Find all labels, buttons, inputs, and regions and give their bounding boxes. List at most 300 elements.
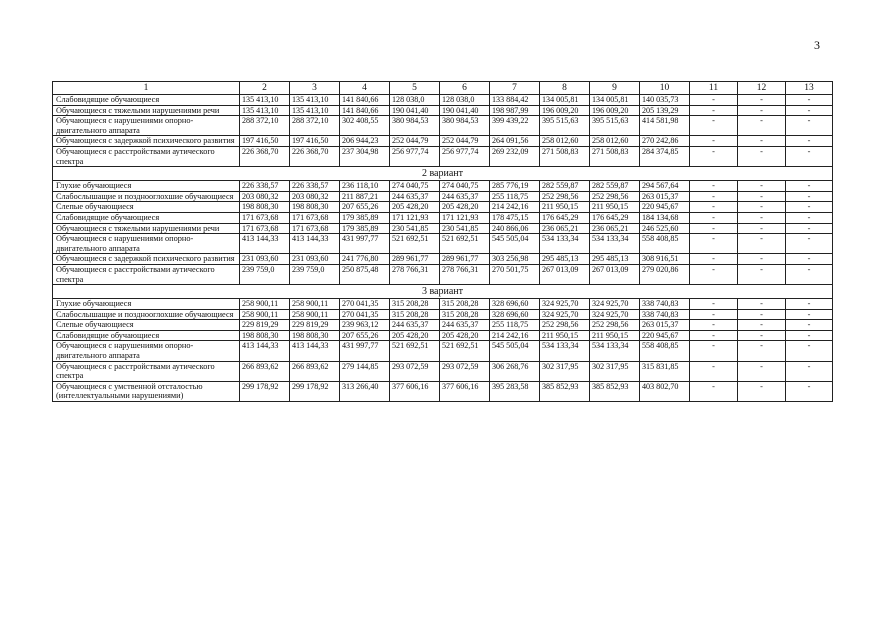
empty-value-cell: -	[690, 105, 738, 116]
table-row	[53, 136, 833, 147]
value-cell: 303 256,98	[490, 254, 540, 265]
table-row	[53, 202, 833, 213]
value-cell: 244 635,37	[390, 320, 440, 331]
value-cell: 133 884,42	[490, 95, 540, 106]
value-cell: 207 655,26	[340, 202, 390, 213]
value-cell: 141 840,66	[340, 95, 390, 106]
value-cell: 534 133,34	[540, 234, 590, 254]
value-cell: 239 759,0	[290, 264, 340, 284]
value-cell: 171 121,93	[440, 212, 490, 223]
table-row	[53, 191, 833, 202]
row-category-name: Слепые обучающиеся	[53, 202, 240, 213]
value-cell: 205 139,29	[640, 105, 690, 116]
value-cell: 377 606,16	[390, 381, 440, 401]
table-row	[53, 320, 833, 331]
value-cell: 230 541,85	[390, 223, 440, 234]
value-cell: 431 997,77	[340, 234, 390, 254]
value-cell: 176 645,29	[590, 212, 640, 223]
value-cell: 236 065,21	[590, 223, 640, 234]
value-cell: 203 080,32	[240, 191, 290, 202]
table-row	[53, 309, 833, 320]
value-cell: 521 692,51	[440, 234, 490, 254]
empty-value-cell: -	[738, 330, 786, 341]
value-cell: 226 338,57	[290, 181, 340, 192]
empty-value-cell: -	[690, 299, 738, 310]
value-cell: 264 091,56	[490, 136, 540, 147]
value-cell: 141 840,66	[340, 105, 390, 116]
value-cell: 171 673,68	[240, 223, 290, 234]
empty-value-cell: -	[786, 146, 833, 166]
row-category-name: Обучающиеся с нарушениями опорно-двигательного аппарата	[53, 341, 240, 361]
row-category-name: Слабослышащие и позднооглохшие обучающиеся	[53, 309, 240, 320]
value-cell: 246 525,60	[640, 223, 690, 234]
value-cell: 198 808,30	[290, 202, 340, 213]
empty-value-cell: -	[786, 202, 833, 213]
value-cell: 413 144,33	[290, 234, 340, 254]
empty-value-cell: -	[738, 234, 786, 254]
value-cell: 229 819,29	[290, 320, 340, 331]
row-category-name: Слабовидящие обучающиеся	[53, 212, 240, 223]
value-cell: 315 208,28	[390, 299, 440, 310]
value-cell: 134 005,81	[540, 95, 590, 106]
empty-value-cell: -	[690, 146, 738, 166]
table-row	[53, 254, 833, 265]
value-cell: 299 178,92	[290, 381, 340, 401]
value-cell: 521 692,51	[440, 341, 490, 361]
empty-value-cell: -	[786, 341, 833, 361]
value-cell: 211 950,15	[540, 202, 590, 213]
empty-value-cell: -	[738, 136, 786, 147]
value-cell: 315 208,28	[440, 299, 490, 310]
value-cell: 270 501,75	[490, 264, 540, 284]
value-cell: 385 852,93	[590, 381, 640, 401]
empty-value-cell: -	[690, 181, 738, 192]
value-cell: 299 178,92	[240, 381, 290, 401]
empty-value-cell: -	[786, 309, 833, 320]
value-cell: 220 945,67	[640, 330, 690, 341]
value-cell: 338 740,83	[640, 299, 690, 310]
empty-value-cell: -	[738, 264, 786, 284]
value-cell: 395 515,63	[540, 116, 590, 136]
empty-value-cell: -	[786, 264, 833, 284]
header-cell: 2	[240, 82, 290, 95]
empty-value-cell: -	[786, 234, 833, 254]
value-cell: 128 038,0	[440, 95, 490, 106]
row-category-name: Обучающиеся с расстройствами аутического спектра	[53, 146, 240, 166]
value-cell: 324 925,70	[540, 299, 590, 310]
value-cell: 263 015,37	[640, 320, 690, 331]
value-cell: 198 808,30	[240, 330, 290, 341]
empty-value-cell: -	[786, 381, 833, 401]
value-cell: 258 900,11	[240, 309, 290, 320]
value-cell: 179 385,89	[340, 212, 390, 223]
empty-value-cell: -	[690, 381, 738, 401]
value-cell: 203 080,32	[290, 191, 340, 202]
value-cell: 403 802,70	[640, 381, 690, 401]
value-cell: 258 012,60	[540, 136, 590, 147]
value-cell: 271 508,83	[540, 146, 590, 166]
value-cell: 256 977,74	[390, 146, 440, 166]
row-category-name: Слепые обучающиеся	[53, 320, 240, 331]
header-cell: 5	[390, 82, 440, 95]
empty-value-cell: -	[786, 105, 833, 116]
empty-value-cell: -	[738, 309, 786, 320]
empty-value-cell: -	[738, 146, 786, 166]
row-category-name: Слабовидящие обучающиеся	[53, 95, 240, 106]
value-cell: 231 093,60	[290, 254, 340, 265]
value-cell: 236 118,10	[340, 181, 390, 192]
value-cell: 198 808,30	[290, 330, 340, 341]
header-cell: 8	[540, 82, 590, 95]
value-cell: 269 232,09	[490, 146, 540, 166]
value-cell: 240 866,06	[490, 223, 540, 234]
header-cell: 3	[290, 82, 340, 95]
value-cell: 313 266,40	[340, 381, 390, 401]
value-cell: 324 925,70	[540, 309, 590, 320]
value-cell: 534 133,34	[590, 341, 640, 361]
value-cell: 282 559,87	[590, 181, 640, 192]
value-cell: 229 819,29	[240, 320, 290, 331]
empty-value-cell: -	[738, 105, 786, 116]
value-cell: 135 413,10	[290, 105, 340, 116]
empty-value-cell: -	[738, 299, 786, 310]
value-cell: 328 696,60	[490, 309, 540, 320]
value-cell: 244 635,37	[390, 191, 440, 202]
table-row	[53, 105, 833, 116]
value-cell: 306 268,76	[490, 361, 540, 381]
header-cell: 13	[786, 82, 833, 95]
value-cell: 252 298,56	[590, 191, 640, 202]
header-row	[53, 82, 833, 95]
empty-value-cell: -	[786, 116, 833, 136]
value-cell: 558 408,85	[640, 234, 690, 254]
header-cell: 12	[738, 82, 786, 95]
value-cell: 230 541,85	[440, 223, 490, 234]
value-cell: 255 118,75	[490, 320, 540, 331]
empty-value-cell: -	[738, 212, 786, 223]
value-cell: 135 413,10	[290, 95, 340, 106]
value-cell: 140 035,73	[640, 95, 690, 106]
value-cell: 206 944,23	[340, 136, 390, 147]
value-cell: 244 635,37	[440, 320, 490, 331]
value-cell: 282 559,87	[540, 181, 590, 192]
value-cell: 279 020,86	[640, 264, 690, 284]
value-cell: 267 013,09	[540, 264, 590, 284]
empty-value-cell: -	[690, 202, 738, 213]
value-cell: 241 776,80	[340, 254, 390, 265]
empty-value-cell: -	[786, 223, 833, 234]
row-category-name: Обучающиеся с тяжелыми нарушениями речи	[53, 223, 240, 234]
value-cell: 179 385,89	[340, 223, 390, 234]
table-row	[53, 234, 833, 254]
value-cell: 271 508,83	[590, 146, 640, 166]
empty-value-cell: -	[786, 254, 833, 265]
value-cell: 220 945,67	[640, 202, 690, 213]
value-cell: 380 984,53	[390, 116, 440, 136]
value-cell: 395 283,58	[490, 381, 540, 401]
empty-value-cell: -	[690, 95, 738, 106]
empty-value-cell: -	[690, 330, 738, 341]
value-cell: 226 368,70	[290, 146, 340, 166]
row-category-name: Слабовидящие обучающиеся	[53, 330, 240, 341]
value-cell: 414 581,98	[640, 116, 690, 136]
value-cell: 558 408,85	[640, 341, 690, 361]
table-row	[53, 361, 833, 381]
header-cell: 4	[340, 82, 390, 95]
table-row	[53, 223, 833, 234]
empty-value-cell: -	[786, 361, 833, 381]
value-cell: 338 740,83	[640, 309, 690, 320]
empty-value-cell: -	[690, 191, 738, 202]
empty-value-cell: -	[738, 191, 786, 202]
empty-value-cell: -	[690, 116, 738, 136]
header-cell: 11	[690, 82, 738, 95]
value-cell: 266 893,62	[290, 361, 340, 381]
table-row	[53, 264, 833, 284]
value-cell: 521 692,51	[390, 234, 440, 254]
value-cell: 266 893,62	[240, 361, 290, 381]
value-cell: 258 900,11	[290, 299, 340, 310]
variant-heading: 3 вариант	[53, 285, 833, 299]
empty-value-cell: -	[738, 223, 786, 234]
value-cell: 184 134,68	[640, 212, 690, 223]
header-cell: 10	[640, 82, 690, 95]
value-cell: 226 338,57	[240, 181, 290, 192]
value-cell: 252 298,56	[590, 320, 640, 331]
table-row	[53, 212, 833, 223]
value-cell: 135 413,10	[240, 95, 290, 106]
row-category-name: Обучающиеся с задержкой психического развития	[53, 136, 240, 147]
value-cell: 534 133,34	[540, 341, 590, 361]
value-cell: 399 439,22	[490, 116, 540, 136]
page-number: 3	[814, 38, 820, 52]
variant-heading-row	[53, 167, 833, 181]
empty-value-cell: -	[738, 202, 786, 213]
table-row	[53, 330, 833, 341]
row-category-name: Обучающиеся с нарушениями опорно-двигательного аппарата	[53, 116, 240, 136]
value-cell: 270 041,35	[340, 309, 390, 320]
value-cell: 315 208,28	[440, 309, 490, 320]
empty-value-cell: -	[690, 309, 738, 320]
value-cell: 315 831,85	[640, 361, 690, 381]
empty-value-cell: -	[738, 320, 786, 331]
value-cell: 207 655,26	[340, 330, 390, 341]
value-cell: 294 567,64	[640, 181, 690, 192]
value-cell: 239 759,0	[240, 264, 290, 284]
value-cell: 295 485,13	[540, 254, 590, 265]
value-cell: 270 041,35	[340, 299, 390, 310]
empty-value-cell: -	[690, 212, 738, 223]
empty-value-cell: -	[690, 341, 738, 361]
value-cell: 226 368,70	[240, 146, 290, 166]
empty-value-cell: -	[786, 136, 833, 147]
value-cell: 258 900,11	[290, 309, 340, 320]
table-row	[53, 299, 833, 310]
value-cell: 244 635,37	[440, 191, 490, 202]
value-cell: 211 950,15	[590, 330, 640, 341]
document-table-container	[52, 81, 833, 402]
value-cell: 256 977,74	[440, 146, 490, 166]
value-cell: 205 428,20	[440, 202, 490, 213]
value-cell: 267 013,09	[590, 264, 640, 284]
empty-value-cell: -	[690, 136, 738, 147]
value-cell: 197 416,50	[290, 136, 340, 147]
row-category-name: Обучающиеся с расстройствами аутического спектра	[53, 264, 240, 284]
tariff-table	[52, 81, 833, 402]
value-cell: 324 925,70	[590, 309, 640, 320]
value-cell: 324 925,70	[590, 299, 640, 310]
empty-value-cell: -	[786, 181, 833, 192]
value-cell: 413 144,33	[290, 341, 340, 361]
value-cell: 236 065,21	[540, 223, 590, 234]
value-cell: 237 304,98	[340, 146, 390, 166]
value-cell: 190 041,40	[390, 105, 440, 116]
value-cell: 293 072,59	[440, 361, 490, 381]
value-cell: 521 692,51	[390, 341, 440, 361]
value-cell: 302 317,95	[540, 361, 590, 381]
value-cell: 395 515,63	[590, 116, 640, 136]
value-cell: 295 485,13	[590, 254, 640, 265]
value-cell: 252 298,56	[540, 191, 590, 202]
value-cell: 231 093,60	[240, 254, 290, 265]
header-cell: 9	[590, 82, 640, 95]
value-cell: 274 040,75	[390, 181, 440, 192]
value-cell: 205 428,20	[390, 202, 440, 213]
empty-value-cell: -	[690, 254, 738, 265]
value-cell: 377 606,16	[440, 381, 490, 401]
table-row	[53, 381, 833, 401]
table-row	[53, 95, 833, 106]
value-cell: 211 950,15	[590, 202, 640, 213]
value-cell: 288 372,10	[240, 116, 290, 136]
empty-value-cell: -	[786, 330, 833, 341]
value-cell: 274 040,75	[440, 181, 490, 192]
value-cell: 545 505,04	[490, 341, 540, 361]
value-cell: 258 900,11	[240, 299, 290, 310]
row-category-name: Глухие обучающиеся	[53, 299, 240, 310]
value-cell: 178 475,15	[490, 212, 540, 223]
value-cell: 278 766,31	[440, 264, 490, 284]
value-cell: 279 144,85	[340, 361, 390, 381]
value-cell: 315 208,28	[390, 309, 440, 320]
empty-value-cell: -	[738, 116, 786, 136]
table-header	[53, 82, 833, 95]
value-cell: 278 766,31	[390, 264, 440, 284]
value-cell: 239 963,12	[340, 320, 390, 331]
value-cell: 431 997,77	[340, 341, 390, 361]
empty-value-cell: -	[786, 299, 833, 310]
header-cell: 7	[490, 82, 540, 95]
value-cell: 302 317,95	[590, 361, 640, 381]
value-cell: 289 961,77	[390, 254, 440, 265]
value-cell: 214 242,16	[490, 202, 540, 213]
value-cell: 250 875,48	[340, 264, 390, 284]
value-cell: 171 673,68	[290, 223, 340, 234]
value-cell: 205 428,20	[440, 330, 490, 341]
empty-value-cell: -	[690, 223, 738, 234]
value-cell: 196 009,20	[540, 105, 590, 116]
value-cell: 252 298,56	[540, 320, 590, 331]
row-category-name: Обучающиеся с умственной отсталостью (интеллектуальными нарушениями)	[53, 381, 240, 401]
value-cell: 302 408,55	[340, 116, 390, 136]
empty-value-cell: -	[738, 361, 786, 381]
value-cell: 197 416,50	[240, 136, 290, 147]
value-cell: 171 121,93	[390, 212, 440, 223]
empty-value-cell: -	[690, 264, 738, 284]
variant-heading: 2 вариант	[53, 167, 833, 181]
value-cell: 413 144,33	[240, 341, 290, 361]
row-category-name: Глухие обучающиеся	[53, 181, 240, 192]
value-cell: 263 015,37	[640, 191, 690, 202]
value-cell: 308 916,51	[640, 254, 690, 265]
value-cell: 214 242,16	[490, 330, 540, 341]
value-cell: 171 673,68	[240, 212, 290, 223]
value-cell: 270 242,86	[640, 136, 690, 147]
value-cell: 258 012,60	[590, 136, 640, 147]
empty-value-cell: -	[786, 95, 833, 106]
empty-value-cell: -	[738, 381, 786, 401]
value-cell: 128 038,0	[390, 95, 440, 106]
empty-value-cell: -	[738, 254, 786, 265]
table-row	[53, 341, 833, 361]
empty-value-cell: -	[690, 234, 738, 254]
value-cell: 198 808,30	[240, 202, 290, 213]
table-row	[53, 116, 833, 136]
value-cell: 380 984,53	[440, 116, 490, 136]
value-cell: 385 852,93	[540, 381, 590, 401]
value-cell: 205 428,20	[390, 330, 440, 341]
value-cell: 198 987,99	[490, 105, 540, 116]
empty-value-cell: -	[690, 361, 738, 381]
empty-value-cell: -	[786, 212, 833, 223]
row-category-name: Слабослышащие и позднооглохшие обучающиеся	[53, 191, 240, 202]
value-cell: 413 144,33	[240, 234, 290, 254]
value-cell: 284 374,85	[640, 146, 690, 166]
row-category-name: Обучающиеся с тяжелыми нарушениями речи	[53, 105, 240, 116]
row-category-name: Обучающиеся с задержкой психического развития	[53, 254, 240, 265]
empty-value-cell: -	[738, 95, 786, 106]
empty-value-cell: -	[786, 320, 833, 331]
empty-value-cell: -	[786, 191, 833, 202]
value-cell: 288 372,10	[290, 116, 340, 136]
header-cell: 6	[440, 82, 490, 95]
row-category-name: Обучающиеся с нарушениями опорно-двигательного аппарата	[53, 234, 240, 254]
value-cell: 135 413,10	[240, 105, 290, 116]
value-cell: 176 645,29	[540, 212, 590, 223]
value-cell: 289 961,77	[440, 254, 490, 265]
table-row	[53, 181, 833, 192]
variant-heading-row	[53, 285, 833, 299]
value-cell: 255 118,75	[490, 191, 540, 202]
value-cell: 252 044,79	[390, 136, 440, 147]
value-cell: 190 041,40	[440, 105, 490, 116]
value-cell: 285 776,19	[490, 181, 540, 192]
header-cell: 1	[53, 82, 240, 95]
value-cell: 211 950,15	[540, 330, 590, 341]
empty-value-cell: -	[738, 341, 786, 361]
empty-value-cell: -	[690, 320, 738, 331]
value-cell: 545 505,04	[490, 234, 540, 254]
value-cell: 196 009,20	[590, 105, 640, 116]
row-category-name: Обучающиеся с расстройствами аутического спектра	[53, 361, 240, 381]
empty-value-cell: -	[738, 181, 786, 192]
value-cell: 252 044,79	[440, 136, 490, 147]
table-body	[53, 95, 833, 402]
value-cell: 293 072,59	[390, 361, 440, 381]
value-cell: 328 696,60	[490, 299, 540, 310]
table-row	[53, 146, 833, 166]
value-cell: 211 887,21	[340, 191, 390, 202]
